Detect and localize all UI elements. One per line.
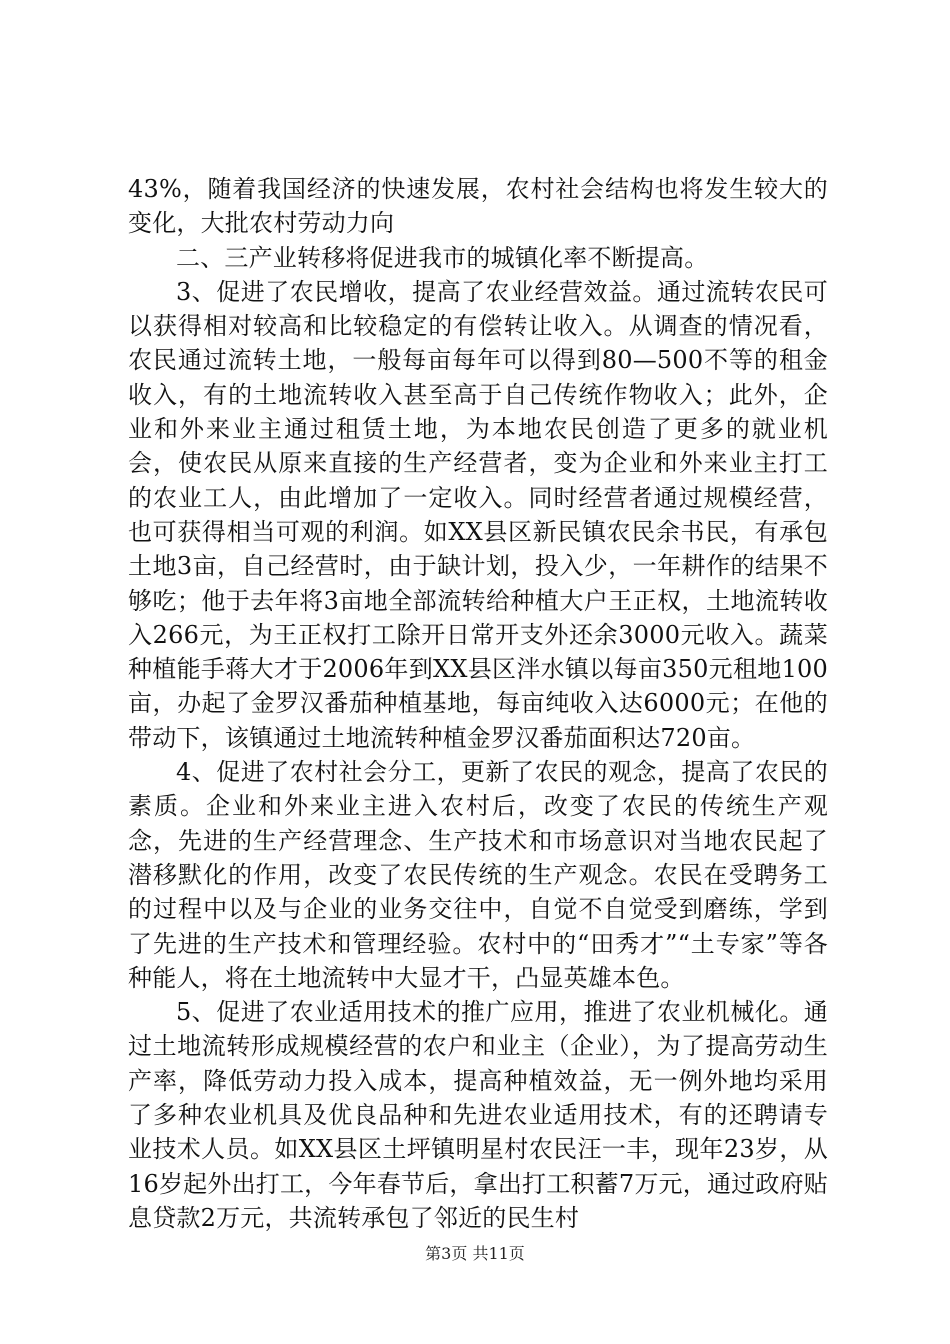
document-body: [128, 172, 828, 1235]
paragraph-point-4-division-of-labor: 4、促进了农村社会分工，更新了农民的观念，提高了农民的素质。企业和外来业主进入农村后，改变了农民的传统生产观念，先进的生产经营理念、生产技术和市场意识对当地农民起了潜移默化的作用，改变了农民传统的生产观念。农民在受聘务工的过程中以及与企业的业务交往中，自觉不自觉受到磨练，学到了先进的生产技术和管理经验。农村中的“田秀才”“土专家”等各种能人，将在土地流转中大显才干，凸显英雄本色。: [128, 758, 828, 992]
paragraph-continuation: 43%，随着我国经济的快速发展，农村社会结构也将发生较大的变化，大批农村劳动力向: [128, 175, 828, 238]
paragraph-urbanization: 二、三产业转移将促进我市的城镇化率不断提高。: [176, 243, 709, 272]
page-number-footer: 第3页 共11页: [425, 1244, 525, 1263]
paragraph-point-3-income: 3、促进了农民增收，提高了农业经营效益。通过流转农民可以获得相对较高和比较稳定的有偿转让收入。从调查的情况看，农民通过流转土地，一般每亩每年可以得到80—500不等的租金收入，有的土地流转收入甚至高于自己传统作物收入；此外，企业和外来业主通过租赁土地，为本地农民创造了更多的就业机会，使农民从原来直接的生产经营者，变为企业和外来业主打工的农业工人，由此增加了一定收入。同时经营者通过规模经营，也可获得相当可观的利润。如XX县区新民镇农民余书民，有承包土地3亩，自己经营时，由于缺计划，投入少，一年耕作的结果不够吃；他于去年将3亩地全部流转给种植大户王正权，土地流转收入266元，为王正权打工除开日常开支外还余3000元收入。蔬菜种植能手蒋大才于2006年到XX县区泮水镇以每亩350元租地100亩，办起了金罗汉番茄种植基地，每亩纯收入达6000元；在他的带动下，该镇通过土地流转种植金罗汉番茄面积达720亩。: [128, 277, 828, 752]
paragraph-point-5-technology: 5、促进了农业适用技术的推广应用，推进了农业机械化。通过土地流转形成规模经营的农户和业主（企业），为了提高劳动生产率，降低劳动力投入成本，提高种植效益，无一例外地均采用了多种农业机具及优良品种和先进农业适用技术，有的还聘请专业技术人员。如XX县区土坪镇明星村农民汪一丰，现年23岁，从16岁起外出打工，今年春节后，拿出打工积蓄7万元，通过政府贴息贷款2万元，共流转承包了邻近的民生村: [128, 998, 828, 1232]
